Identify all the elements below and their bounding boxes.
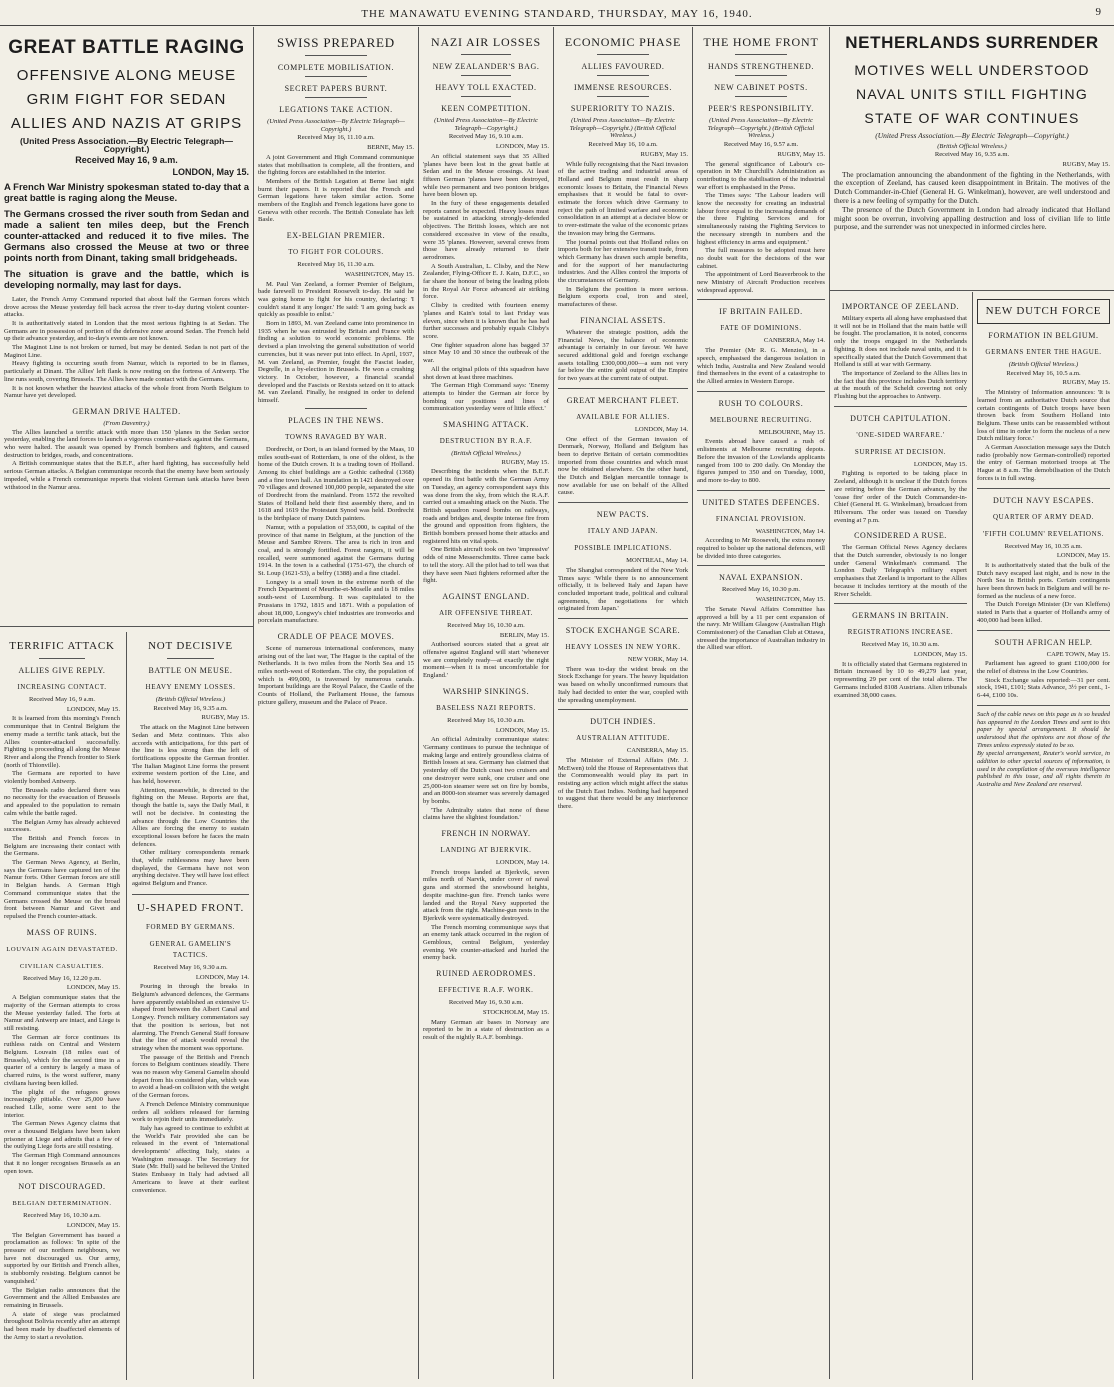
subheading: BELGIAN DETERMINATION.: [12, 1200, 112, 1208]
dateline: CAPE TOWN, May 15.: [1046, 650, 1110, 658]
boxed-headline: [977, 299, 1110, 324]
subheading: MASS OF RUINS.: [26, 927, 98, 937]
body-paragraph: Namur, with a population of 353,000, is capital of the province of that name in Belgium, at the junction of the Meuse and Sambre Rivers. The area is rich in iron and coal, and is strongly fortified. Forest rangers, it will be recalled, were summoned against the Germans during 1914. In the town is a cathedral (1751-67), the church of St. Loup (1621-53), a belfry (1388) and a fine citadel.: [258, 523, 414, 578]
headline-deck: GRIM FIGHT FOR SEDAN: [26, 91, 227, 108]
body-paragraph: Military experts all along have emphasised that it will not be in Holland that the main battle will be fought. The proclamation, it is noted, concerns only the troops engaged in the Netherlands fighting. It does not include naval units, and it is specifically stated that the Dutch Government that Holland is still at war with Germany.: [834, 315, 967, 369]
body-paragraph: Events abroad have caused a rush of enlistments at Melbourne recruiting depots. Before the invasion of the Lowlands applicants ranged from 100 to 200 daily. On Monday the figures jumped to 350 and on Tuesday, 1000, and more to-day to 800.: [697, 438, 825, 484]
dateline: RUGBY, May 15.: [777, 150, 825, 158]
subheading: IF BRITAIN FAILED.: [719, 307, 803, 317]
footnote: Such of the cable news on this page as is so headed has appeared in the London Times and sent to this paper by special arrangement. It should be understood that the opinions are not those of the Times unless expressly stated to be so.: [977, 710, 1110, 749]
article-economic-phase: [554, 27, 692, 1379]
received-line: Received May 16, 9.30 a.m.: [153, 963, 228, 971]
article-great-battle: [0, 27, 253, 632]
subheading: SOUTH AFRICAN HELP.: [994, 637, 1093, 647]
body-paragraph: The Brussels radio declared there was no necessity for the evacuation of Brussels and appealed to the population to remain calm while the battle raged.: [4, 786, 120, 817]
body-paragraph: The French morning communique says that an enemy tank attack occurred in the region of Gembloux, central Belgium, yesterday evening. We counter-attacked and hurled the enemy back.: [423, 923, 549, 962]
dateline: LONDON, May 15.: [172, 167, 249, 178]
headline-deck: MOTIVES WELL UNDERSTOOD: [854, 62, 1090, 78]
headline: U-SHAPED FRONT.: [136, 901, 245, 914]
body-paragraph: The full measures to be adopted must here no doubt wait for the decisions of the war cabinet.: [697, 247, 825, 270]
lead-paragraph: A French War Ministry spokesman stated to-day that a great battle is raging along the Meuse.: [4, 181, 249, 204]
credit-line: (United Press Association.—By Electric Telegraph—Copyright.): [20, 136, 233, 154]
body-paragraph: While fully recognising that the Nazi invasion of the active trading and industrial areas of Holland and Belgium must result in sharp economic losses to Britain, the Financial News emphasises that it would be fatal to over-estimate the forces which drive Germany to reject the path of limited warfare and economic consolidation in an attempt at a decisive blow or to over-estimate the value of the economic prizes the invasion may bring the Germans.: [558, 160, 688, 237]
body-paragraph: Later, the French Army Command reported that about half the German forces which drove across the Meuse yesterday fell back across the river to-day during violent counter-attacks.: [4, 295, 249, 319]
subheading: TOWNS RAVAGED BY WAR.: [285, 432, 387, 441]
masthead: [0, 0, 1114, 26]
received-line: Received May 16, 11.30 a.m.: [297, 261, 375, 269]
subheading: STOCK EXCHANGE SCARE.: [565, 626, 681, 636]
subheading: 'FIFTH COLUMN' REVELATIONS.: [982, 529, 1105, 538]
dateline: STOCKHOLM, May 15.: [482, 1008, 549, 1016]
dateline: WASHINGTON, May 15.: [344, 270, 414, 278]
dateline: MELBOURNE, May 15.: [758, 428, 825, 436]
subheading: ITALY AND JAPAN.: [587, 527, 659, 536]
subheading: POSSIBLE IMPLICATIONS.: [574, 544, 672, 553]
body-paragraph: In Belgium the position is more serious. Belgium exports coal, iron and steel, manufactures of these.: [558, 285, 688, 309]
body-paragraph: Dordrecht, or Dort, is an island formed by the Maas, 10 miles south-east of Rotterdam, is one of the oldest, is the home of the Dutch crown. It is a trading town of Holland. Among its chief buildings are a Gothic cathedral (1368) and a fine town hall. An inundation in 1421 destroyed over 70 villages and drowned 100,000 people, separated the site of Dordrecht from the mainland. From 1572 the revolted States of Holland held their first assembly there, and in 1618 and 1619 the Protestant Synod was held. Dordrecht is the birthplace of many Dutch painters.: [258, 445, 414, 523]
subheading: MELBOURNE RECRUITING.: [709, 415, 813, 424]
dateline: LONDON, May 15.: [66, 984, 120, 992]
body-paragraph: Other military correspondents remark that, while ruthlessness may have been displayed, the Germans have not won anything decisive. They will have lost effect against Belgium and France.: [132, 849, 249, 888]
subheading: QUARTER OF ARMY DEAD.: [993, 512, 1094, 521]
body-paragraph: The Belgian Government has issued a proclamation as follows: 'In spite of the pressure of our northern neighbours, we have not discouraged us. Our army, supported by our British and French allies, is stubbornly resisting. Belgium cannot be vanquished.': [4, 1231, 120, 1285]
subheading: SMASHING ATTACK.: [443, 420, 529, 430]
body-paragraph: Whatever the strategic position, adds the Financial News, the balance of economic advantage is certainly in our favour. We have secured additional gold and foreign exchange assets totalling £300,000,000—a sum not very far below the entire gold output of the Empire for two years at the current rate of output.: [558, 328, 688, 383]
body-paragraph: A South Australian, L. Clisby, and the New Zealander, Flying-Officer E. J. Kain, D.F.C., so far share the honour of being the leading pilots in the Royal Air Force advanced air striking force.: [423, 262, 549, 301]
subheading: FORMATION IN BELGIUM.: [988, 331, 1099, 340]
body-paragraph: Longwy is a small town in the extreme north of the French Department of Meurthe-et-Moselle and is 18 miles south-west of Luxemburg. It was capitulated to the Prussians in 1792, 1815 and 1871. With a population of about 18,000, Longwy's chief industries are ironworks and porcelain manufacture.: [258, 578, 414, 625]
subheading: COMPLETE MOBILISATION.: [277, 63, 395, 72]
dateline: LONDON, May 15.: [913, 650, 967, 658]
body-paragraph: Attention, meanwhile, is directed to the fighting on the Meuse. Reports are that, though the battle is, says the Daily Mail, it will not be decisive. In contesting the advance through the Low Countries the Allies are forcing the enemy to sustain exceptional losses before he faces the main defences.: [132, 786, 249, 848]
received-line: Received May 16, 9.35 a.m.: [934, 151, 1010, 159]
subheading: PEER'S RESPONSIBILITY.: [708, 104, 814, 113]
headline: ECONOMIC PHASE: [564, 35, 682, 49]
subheading: AUSTRALIAN ATTITUDE.: [576, 734, 670, 743]
dateline: WASHINGTON, May 15.: [755, 596, 825, 604]
subheading: RUINED AERODROMES.: [436, 969, 536, 979]
received-line: Received May 16, 10.30 p.m.: [721, 586, 800, 594]
credit-line: (United Press Association—By Electric Telegraph—Copyright.): [267, 118, 405, 133]
body-paragraph: One British aircraft took on two 'impressive' odds of nine Messerschmitts. Three came back to tell the story. All the pilot had to tell was that they have seen Nazi fighters reformed after the fight.: [423, 546, 549, 585]
headline-deck: ALLIES AND NAZIS AT GRIPS: [10, 115, 243, 132]
received-line: Received May 16, 9.57 a.m.: [723, 141, 799, 149]
subheading: EFFECTIVE R.A.F. WORK.: [438, 986, 534, 995]
credit-line: (British Official Wireless.): [1008, 361, 1079, 368]
page-number: 9: [1095, 6, 1102, 18]
body-paragraph: The Ministry of Information announces: 'It is learned from an authoritative Dutch source that certain contingents of Dutch troops have been thrown back from Southern Holland into Belgium. These units can be reassembled without loss of time in order to form the nucleus of a new Dutch military force.': [977, 389, 1110, 443]
credit-line: (British Official Wireless.): [451, 450, 521, 458]
dateline: LONDON, May 15.: [66, 1221, 120, 1229]
subheading: HANDS STRENGTHENED.: [707, 62, 815, 71]
body-paragraph: Italy has agreed to continue to exhibit at the World's Fair provided she can be released in the event of 'international developments' affecting Italy, states a Washington message. The Secretary for State (Mr. Hull) said he believed the United States Embassy in Italy had advised all Americans to leave at their earliest convenience.: [132, 1124, 249, 1194]
subheading: SURPRISE AT DECISION.: [854, 447, 947, 456]
dateline: NEW YORK, May 14.: [627, 656, 688, 664]
body-paragraph: The presence of the Dutch Government in London had already indicated that Holland might soon be overrun, involving appalling destruction and loss of civilian life to little purpose, and the surrender was not unexpected in informed circles here.: [834, 205, 1110, 232]
subheading: IMPORTANCE OF ZEELAND.: [841, 302, 960, 311]
subheading: AIR OFFENSIVE THREAT.: [439, 608, 533, 617]
article-new-dutch-force: [973, 292, 1114, 1380]
headline: NOT DECISIVE: [148, 640, 233, 652]
body-paragraph: The Germans are reported to have violently bombed Antwerp.: [4, 770, 120, 786]
body-paragraph: Pouring in through the breaks in Belgium's advanced defences, the Germans have apparently established an extensive U-shaped front between the Albert Canal and Longwy. French military commentators say that the position is serious, but not alarming. The French General Staff foresaw that the line of attack would reveal the strategy when the moment was opportune.: [132, 983, 249, 1052]
body-paragraph: Parliament has agreed to grant £100,000 for the relief of distress in the Low Countries.: [977, 660, 1110, 675]
section-rule: [0, 626, 253, 627]
subheading: HEAVY TOLL EXACTED.: [435, 83, 537, 92]
dateline: BERLIN, May 15.: [499, 631, 549, 639]
dateline: LONDON, May 15.: [1056, 552, 1110, 560]
body-paragraph: A French Defence Ministry communique orders all soldiers released for farming work to rejoin their units immediately.: [132, 1100, 249, 1124]
subheading: NEW CABINET POSTS.: [714, 83, 808, 92]
body-paragraph: There was to-day the widest break on the Stock Exchange for years. The heavy liquidation was based on wholly unconfirmed rumours that Italy had decided to enter the war, coupled with the spreading unemployment.: [558, 665, 688, 704]
subheading: RUSH TO COLOURS.: [718, 398, 804, 408]
dateline: LONDON, May 14.: [495, 859, 549, 867]
body-paragraph: The Senate Naval Affairs Committee has approved a bill by a 11 per cent expansion of the navy. Mr William Glasgow (Australian High Commissioner) of the Canadian Club at Ottawa, stressed the importance of Australian industry in the Allied war effort.: [697, 605, 825, 652]
footnote: By special arrangement, Reuter's world service, in addition to other special sources of information, is used in the compilation of the overseas intelligence published in this issue, and all rights therein in Australia and New Zealand are reserved.: [977, 750, 1110, 789]
body-paragraph: Fighting is reported to be taking place in Zeeland, although it is unclear if the Dutch forces are retiring before the German advance, by the 'cease fire' order of the Dutch Commander-in-Chief (General H. G. Winkelman), broadcast from Hilversum. The order was issued on Tuesday evening at 7 p.m.: [834, 470, 967, 524]
received-line: Received May 16, 10 a.m.: [588, 141, 658, 149]
subheading: LEGATIONS TAKE ACTION.: [279, 105, 393, 114]
credit-line: (British Official Wireless.): [937, 142, 1007, 150]
body-paragraph: Describing the incidents when the B.E.F. opened its first battle with the German Army on Tuesday, an agency correspondent says this was done from the sky, from which the R.A.F. carried out a smashing attack on the Nazis. The British squadron roared bombs on railways, roads and bridges and, despite intense fire from the ground and opposition from fighters, the British bombers pressed home their attacks and registered hits on vital spots.: [423, 468, 549, 545]
body-paragraph: It is officially stated that Germans registered in Britain increased by 10 to 49,279 last year, representing 29 per cent of the total aliens. The Germans included 8108 Austrians. Alien tribunals examined 38,000 cases.: [834, 660, 967, 699]
subheading: SECRET PAPERS BURNT.: [284, 84, 388, 93]
body-paragraph: The proclamation announcing the abandonment of the fighting in the Netherlands, with the exception of Zeeland, has caused keen disappointment in Britain. The motives of the Dutch Commander-in-Chief (General H. G. Winkelman), however, are well understood and there is a new feeling of sympathy for the Dutch.: [834, 169, 1110, 205]
credit-line: (British Official Wireless.): [155, 696, 226, 703]
body-paragraph: One effect of the German invasion of Denmark, Norway, Holland and Belgium has been to deprive Britain of certain commodities imported from those countries and which must now be obtained elsewhere. On the other hand, the Dutch and Belgian mercantile tonnage is now available for use on behalf of the Allied cause.: [558, 435, 688, 497]
subheading: AGAINST ENGLAND.: [442, 591, 530, 601]
subheading: NOT DISCOURAGED.: [18, 1182, 106, 1192]
body-paragraph: The passage of the British and French forces to Belgium continues steadily. There was no reason why General Gamelin should depart from his considered plan, which was to avoid a head-on collision with the weight of the German forces.: [132, 1053, 249, 1100]
subheading: CONSIDERED A RUSE.: [854, 531, 947, 541]
subheading: HEAVY ENEMY LOSSES.: [145, 683, 236, 691]
dateline: CANBERRA, May 15.: [626, 747, 688, 755]
body-paragraph: The importance of Zeeland to the Allies lies in the fact that this province includes Dutch territory at the mouth of the Scheldt covering not only Flushing but the approaches to Antwerp.: [834, 369, 967, 401]
body-paragraph: The appointment of Lord Beaverbrook to the new Ministry of Aircraft Production receives widespread approval.: [697, 271, 825, 294]
subheading: FRENCH IN NORWAY.: [441, 829, 531, 839]
dateline: RUGBY, May 15.: [1062, 161, 1110, 169]
lead-paragraph: The situation is grave and the battle, which is developing normally, may last for days.: [4, 268, 249, 291]
body-paragraph: The German News Agency, at Berlin, says the Germans have captured ten of the Namur forts. Other German forces are still in Belgian hands. A German High Command communique states that the Germans crossed the Meuse on the broad front between Namur and Givet and repulsed the French counter-attack.: [4, 859, 120, 920]
subheading: FINANCIAL ASSETS.: [580, 315, 666, 325]
body-paragraph: Born in 1893, M. van Zeeland came into prominence in 1935 when he was entrusted by Britain and France with finding a solution to world economic problems. He devised a plan involving the general substitution of world currencies, but it was never put into effect. In April, 1937, M. van Zeeland, as Premier, fought the Fascist leader, Degrelle, in a by-election in Brussels. He won a crushing victory. In October, however, a financial scandal developed and the Fascists or Rexists seized on it to attack M. van Zeeland. Finally, he resigned in order to defend himself.: [258, 320, 414, 405]
body-paragraph: Many German air bases in Norway are reported to be in a state of destruction as a result of the nightly R.A.F. bombings.: [423, 1018, 549, 1041]
received-line: Received May 16, 10.30 a.m.: [23, 1212, 101, 1220]
subheading: 'ONE-SIDED WARFARE.': [856, 430, 945, 439]
body-paragraph: The Maginot Line is not broken or turned, but may be dented. Sedan is not part of the Maginot Line.: [4, 344, 249, 359]
subheading: FINANCIAL PROVISION.: [715, 514, 807, 523]
body-paragraph: The German News Agency claims that over a thousand Belgians have been taken prisoner at Liege and admits that a few of the outlying Liege forts are still resisting.: [4, 1120, 120, 1151]
article-terrific-attack: [0, 632, 124, 1380]
body-paragraph: The plight of the refugees grows increasingly pitiable. Over 25,000 have reached Lille, some were sent to the interior.: [4, 1088, 120, 1119]
headline: NEW DUTCH FORCE: [985, 305, 1102, 317]
body-paragraph: M. Paul Van Zeeland, a former Premier of Belgium, bade farewell to President Roosevelt to-day. He said he was going home to fight for his country, declaring: 'I couldn't stand it any longer.' He said: 'I am going back as quickly as possible to enlist.': [258, 280, 414, 319]
headline-deck: OFFENSIVE ALONG MEUSE: [16, 67, 237, 84]
received-line: Received May 16, 10.30 a.m.: [861, 641, 940, 649]
credit-line: (United Press Association.—By Electric Telegraph—Copyright.): [875, 131, 1069, 140]
credit-line: (United Press Association—By Electric Telegraph—Copyright.) (British Official Wireless.): [569, 117, 677, 140]
subheading: NAVAL EXPANSION.: [719, 573, 803, 583]
subheading: UNITED STATES DEFENCES.: [702, 497, 820, 507]
body-paragraph: 'The Admiralty states that none of these claims have the slightest foundation.': [423, 806, 549, 822]
dateline: LONDON, May 14.: [195, 973, 249, 981]
subheading: NEW PACTS.: [596, 510, 650, 520]
body-paragraph: According to Mr Roosevelt, the extra money required to bolster up the national defences, will be divided into three categories.: [697, 537, 825, 560]
subheading: KEEN COMPETITION.: [441, 104, 531, 113]
received-line: Received May 16, 10.30 a.m.: [447, 716, 525, 724]
headline-deck: STATE OF WAR CONTINUES: [864, 110, 1080, 126]
subheading: INCREASING CONTACT.: [17, 683, 107, 691]
body-paragraph: The Minister of External Affairs (Mr. J. McEwen) told the House of Representatives that the Commonwealth would play its part in resisting any action which might affect the status of the Dutch East Indies. Nothing had happened to suggest that there would be any interference there.: [558, 756, 688, 811]
dateline: RUGBY, May 15.: [640, 150, 688, 158]
body-paragraph: Clisby is credited with fourteen enemy 'planes and Kain's total to last Friday was eleven, since when it is known that he has had further successes and probably equals Clisby's score.: [423, 302, 549, 340]
dateline: RUGBY, May 15.: [501, 458, 549, 466]
subheading: DUTCH INDIES.: [590, 717, 656, 727]
subheading: FORMED BY GERMANS.: [146, 922, 235, 931]
body-paragraph: It is authoritatively stated in London that the most serious fighting is at Sedan. The Germans are in possession of portion of the defensive zone around Sedan. The French held up their advance yesterday, and to-day's events are not known.: [4, 319, 249, 343]
headline: THE HOME FRONT: [703, 35, 819, 49]
subheading: GERMANS IN BRITAIN.: [852, 611, 949, 621]
body-paragraph: It is authoritatively stated that the bulk of the Dutch navy escaped last night, and is now in the North Sea in British ports. Certain contingents have been thrown back in Belgium and will be re-formed as the nucleus of a new force.: [977, 561, 1110, 600]
body-paragraph: The German Official News Agency declares that the Dutch surrender, obviously is no longer under General Winkelman's command. The London Daily Telegraph's military expert emphasises that Zeeland is important to the Allies because it includes territory at the mouth of the River Scheldt.: [834, 544, 967, 598]
received-line: Received May 16, 10.30 a.m.: [447, 621, 525, 629]
lead-paragraph: The Germans crossed the river south from Sedan and made a salient ten miles deep, but the French counter-attacked and reduced it to five miles. The Germans also crossed the Meuse at two or three points north from Dinant, taking small bridgeheads.: [4, 208, 249, 264]
received-line: Received May 16, 9.35 a.m.: [153, 704, 228, 712]
article-nazi-air-losses: [419, 27, 553, 1379]
body-paragraph: The Shanghai correspondent of the New York Times says: 'While there is no announcement officially, it is believed Italy and Japan have concluded important trade, political and cultural agreements, the negotiations for which originated from Japan.': [558, 566, 688, 613]
headline: NAZI AIR LOSSES: [430, 35, 541, 49]
subheading: NEW ZEALANDER'S BAG.: [432, 62, 540, 71]
subheading: PLACES IN THE NEWS.: [288, 415, 384, 425]
body-paragraph: All the original pilots of this squadron have shot down at least three machines.: [423, 365, 549, 381]
subheading: EX-BELGIAN PREMIER.: [286, 231, 386, 241]
masthead-title: THE MANAWATU EVENING STANDARD, THURSDAY, MAY 16, 1940.: [361, 8, 753, 20]
body-paragraph: A German Association message says the Dutch radio (probably now German-controlled) reported the entry of German motorised troops at The Hague at 8 a.m. The demobilisation of the Dutch forces is in full swing.: [977, 444, 1110, 482]
subheading: DUTCH CAPITULATION.: [850, 413, 951, 423]
body-paragraph: It is learned from this morning's French communique that in Central Belgium the enemy made a terrific tank attack, but the Allies counter-attacked successfully. Fighting is proceeding all along the Meuse River and along the French frontier to Sierk (north of Thionville).: [4, 715, 120, 769]
dateline: BERNE, May 15.: [367, 144, 414, 152]
dateline: MONTREAL, May 14.: [626, 557, 688, 565]
received-line: Received May 16, 10.35 a.m.: [1004, 542, 1083, 550]
subheading: DESTRUCTION BY R.A.F.: [439, 437, 533, 446]
subheading: SUPERIORITY TO NAZIS.: [570, 104, 676, 113]
subheading: GERMANS ENTER THE HAGUE.: [985, 348, 1102, 356]
body-paragraph: The general significance of Labour's co-operation in Mr Churchill's Administration as contributing to the stabilisation of the industrial war effort is emphasised in the Press.: [697, 160, 825, 191]
subheading: GERMAN DRIVE HALTED.: [72, 406, 181, 416]
section-rule: [830, 290, 1114, 291]
body-paragraph: The Belgian Army has already achieved successes.: [4, 818, 120, 834]
dateline: LONDON, May 15.: [495, 726, 549, 734]
credit-line: (United Press Association—By Electric Telegraph—Copyright.): [434, 117, 538, 132]
body-paragraph: The German air force continues its ruthless raids on Central and Western Belgium. Louvain (18 miles east of Brussels), which for the second time in a quarter of a century is largely a mass of charred ruins, is the worst sufferer, many civilians having been killed.: [4, 1033, 120, 1087]
body-paragraph: The German High Command says: 'Enemy attempts to hinder the German air force by bombing our positions and lines of communication yesterday were of little effect.': [423, 382, 549, 413]
subheading: LOUVAIN AGAIN DEVASTATED.: [6, 945, 118, 953]
body-paragraph: A Belgian communique states that the majority of the German attempts to cross the Meuse yesterday failed. The forts at Namur and Antwerp are intact, and Liege is still resisting.: [4, 994, 120, 1032]
body-paragraph: A joint Government and High Command communique states that mobilisation is complete, all the frontiers, and the fighting forces are established in the interior.: [258, 153, 414, 177]
source-line: (From Daventry.): [103, 419, 150, 427]
dateline: LONDON, May 15.: [495, 143, 549, 151]
body-paragraph: Heavy fighting is occurring south from Namur, which is reported to be in flames, particularly at Dinant. The Allies' left flank is now resting on the fortress of Antwerp. The line runs south, covering Brussels. The Allies have made contact with the Germans.: [4, 360, 249, 383]
body-paragraph: An official Admiralty communique states: 'Germany continues to pursue the technique of making large and entirely groundless claims of British losses at sea. Germany has claimed that yesterday off the Dutch coast two cruisers and one destroyer were sunk, one cruiser and one 25,000-ton steamer were set on fire by bombs, and an 8000-ton steamer was severely damaged by bombs.: [423, 736, 549, 805]
subheading: REGISTRATIONS INCREASE.: [847, 628, 954, 637]
dateline: LONDON, May 14.: [634, 425, 688, 433]
subheading: BATTLE ON MEUSE.: [148, 666, 233, 675]
body-paragraph: The British and French forces in Belgium are increasing their contact with the Germans.: [4, 834, 120, 858]
received-line: Received May 16, 9 a.m.: [28, 696, 96, 703]
body-paragraph: It is not known whether the heaviest attacks of the whole front from North Belgium to Namur have yet developed.: [4, 384, 249, 400]
subheading: CRADLE OF PEACE MOVES.: [277, 631, 395, 641]
article-netherlands-surrender: [830, 27, 1114, 287]
body-paragraph: A state of siege was proclaimed throughout Bolivia recently after an attempt had been made by disaffected elements of the Army to start a revolution.: [4, 1310, 120, 1341]
received-line: Received May 16, 9 a.m.: [75, 155, 178, 166]
headline-deck: NAVAL UNITS STILL FIGHTING: [856, 86, 1088, 102]
subheading: CIVILIAN CASUALTIES.: [19, 962, 105, 970]
body-paragraph: Stock Exchange sales reported:—31 per cent. stock, 1941, £101; Stats Advance, 3½ per cent., 1-6-44, £100 10s.: [977, 676, 1110, 700]
body-paragraph: One fighter squadron alone has bagged 37 since May 10 and 30 since the outbreak of the war.: [423, 341, 549, 365]
body-paragraph: The attack on the Maginot Line between Sedan and Metz continues. This also accords with anticipations, for this part of the line is less strong than the left of fortifications opposite the German frontier. The Italian Maginot Line forms the present extreme western portion of the Line, and has held, however.: [132, 724, 249, 786]
received-line: Received May 16, 10.5 a.m.: [1006, 369, 1081, 377]
subheading: WARSHIP SINKINGS.: [442, 686, 530, 696]
subheading: AVAILABLE FOR ALLIES.: [576, 412, 670, 421]
subheading: ALLIES GIVE REPLY.: [18, 666, 106, 675]
credit-line: (United Press Association—By Electric Telegraph—Copyright.) (British Official Wireless.): [707, 117, 815, 140]
dateline: RUGBY, May 15.: [1062, 379, 1110, 387]
body-paragraph: Scene of numerous international conferences, many arising out of the last war, The Hague is the capital of the Netherlands. It is two miles from the North Sea and 15 miles north-west of Rotterdam. The city, the population of which is 499,000, is traversed by numerous canals. Important buildings are the Royal Palace, the Castle of the Counts of Holland, the Parliament House, the famous picture gallery, museum and the Palace of Peace.: [258, 644, 414, 706]
body-paragraph: French troops landed at Bjerkvik, seven miles north of Narvik, under cover of naval guns and stormed the snowbound heights, despite machine-gun fire. French tanks were landed and the Royal Navy supported the attack from the right. Machine-gun nests in the Bjerkvik were systematically destroyed.: [423, 868, 549, 922]
dateline: CANBERRA, May 14.: [763, 337, 825, 345]
received-line: Received May 16, 11.10 a.m.: [297, 134, 375, 142]
body-paragraph: The journal points out that Holland relies on imports both for her extensive transit trade, from which Germany has drawn such ample benefits, and for the support of her manufacturing industries. And the Allies control the imports of the circumstances of Germany.: [558, 238, 688, 285]
headline: TERRIFIC ATTACK: [9, 640, 115, 652]
body-paragraph: An official statement says that 35 Allied 'planes have been lost in the great battle at Sedan and in the Meuse crossings. At least fifteen German 'planes have been destroyed, while two permanent and two pontoon bridges have been blown up.: [423, 152, 549, 199]
received-line: Received May 16, 12.20 p.m.: [22, 974, 101, 982]
dateline: WASHINGTON, May 14.: [755, 527, 825, 535]
body-paragraph: The Allies launched a terrific attack with more than 150 'planes in the Sedan sector yesterday, enabling the land forces to launch a vigorous counter-attack against the Germans, who were halted. The assault was opened by French bombers and fighters, and caused destruction to bridges, roads, and concentrations.: [4, 428, 249, 459]
subheading: FATE OF DOMINIONS.: [720, 324, 802, 333]
body-paragraph: A British communique states that the B.E.F., after hard fighting, has successfully held serious German attacks. A Belgian communique records that the enemy have been seriously impeded, while a French communique reports that violent German tank attacks have been withstood in the Namur area.: [4, 460, 249, 491]
body-paragraph: In the fury of these engagements detailed reports cannot be expected. Heavy losses must be sustained in attacking strongly-defended objectives. The British losses, which are not considered excessive in view of the results, were 35 'planes. However, several crews from those have already returned to their aerodromes.: [423, 200, 549, 261]
body-paragraph: The German High Command announces that it no longer recognises Brussels as an open town.: [4, 1152, 120, 1175]
body-paragraph: Authorised sources stated that a great air offensive against England will start 'whenever we are completely ready—at exactly the right moment—when it is most uncomfortable for England.': [423, 641, 549, 680]
subheading: TO FIGHT FOR COLOURS.: [288, 248, 384, 257]
body-paragraph: Members of the British Legation at Berne last night burnt their papers. It is reported that the French and German legations have taken similar action. Some members of the English and French legations have gone to Geneva with other records. The British Consulate has left Basle.: [258, 177, 414, 224]
article-swiss-prepared: [254, 27, 418, 1379]
body-paragraph: The Times says: 'The Labour leaders will know the necessity for creating an industrial labour force equal to the increasing demands of the three Fighting Services and for simultaneously raising the Fighting Services to the necessary strength in numbers and the highest efficiency in arms and equipment.': [697, 192, 825, 246]
body-paragraph: The Dutch Foreign Minister (Dr van Kleffens) stated in Paris that a quarter of Holland's army of 400,000 had been killed.: [977, 601, 1110, 624]
received-line: Received May 16, 9.30 a.m.: [448, 999, 524, 1007]
subheading: HEAVY LOSSES IN NEW YORK.: [565, 643, 681, 652]
subheading: GENERAL GAMELIN'S TACTICS.: [149, 939, 232, 959]
article-not-decisive: [128, 632, 253, 1380]
headline: NETHERLANDS SURRENDER: [845, 33, 1099, 52]
article-zeeland: [830, 292, 971, 1380]
dateline: LONDON, May 15.: [66, 705, 120, 713]
subheading: ALLIES FAVOURED.: [581, 62, 665, 71]
column-rule: [126, 632, 127, 1380]
received-line: Received May 16, 9.10 a.m.: [448, 133, 524, 141]
dateline: RUGBY, May 15.: [201, 714, 249, 722]
body-paragraph: The Belgian radio announces that the Government and the Allied Embassies are remaining in Brussels.: [4, 1286, 120, 1309]
subheading: BASELESS NAZI REPORTS.: [436, 703, 536, 712]
article-home-front: [693, 27, 829, 1379]
subheading: LANDING AT BJERKVIK.: [440, 846, 532, 855]
subheading: GREAT MERCHANT FLEET.: [566, 395, 680, 405]
headline: GREAT BATTLE RAGING: [8, 37, 245, 58]
body-paragraph: The Premier (Mr R. G. Menzies), in a speech, emphasised the dangerous isolation in which India, Australia and New Zealand would find themselves in the event of a catastrophe to the Allied armies in Western Europe.: [697, 347, 825, 385]
headline: SWISS PREPARED: [276, 35, 395, 50]
subheading: DUTCH NAVY ESCAPES.: [993, 495, 1094, 505]
subheading: IMMENSE RESOURCES.: [574, 83, 672, 92]
dateline: LONDON, May 15.: [913, 460, 967, 468]
